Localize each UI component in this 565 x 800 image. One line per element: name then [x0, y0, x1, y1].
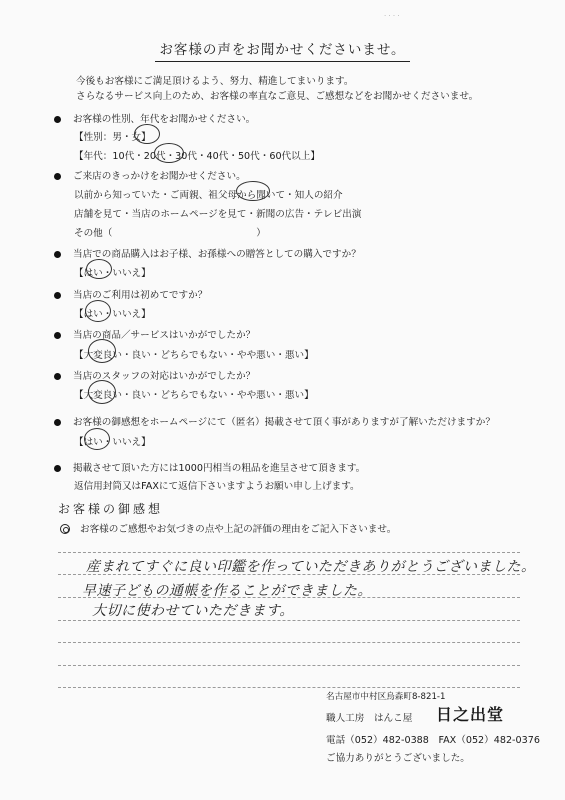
writing-line	[58, 687, 520, 688]
writing-line	[58, 620, 520, 621]
question-staff: 当店のスタッフの対応はいかがでしたか？	[54, 368, 255, 382]
notice-gift: 掲載させて頂いた方には1000円相当の粗品を進呈させて頂きます。	[54, 460, 365, 474]
answer-reason-line2: 店舗を見て・当店のホームページを見て・新聞の広告・テレビ出演	[74, 209, 362, 220]
shop-logo: 日之出堂	[436, 705, 505, 724]
shop-name: 職人工房 はんこ屋	[326, 713, 413, 724]
answer-first-visit: 【はい・いいえ】	[74, 309, 151, 320]
writing-line	[58, 665, 520, 666]
answer-publish-consent: 【はい・いいえ】	[74, 437, 151, 448]
answer-staff: 【大変良い・良い・どちらでもない・やや悪い・悪い】	[74, 390, 314, 401]
answer-reason-line1: 以前から知っていた・ご両親、祖父母から聞いて・知人の紹介	[74, 190, 343, 201]
answer-product: 【大変良い・良い・どちらでもない・やや悪い・悪い】	[74, 350, 314, 361]
handwritten-comment-line: 早速子どもの通帳を作ることができました。	[82, 583, 372, 599]
shop-address: 名古屋市中村区烏森町8-821-1	[326, 692, 446, 702]
thanks-message: ご協力ありがとうございました。	[326, 753, 470, 764]
bullet-icon	[54, 173, 61, 180]
intro-line: さらなるサービス向上のため、お客様の率直なご意見、ご感想などをお聞かせくださいませ。	[76, 91, 479, 102]
writing-line	[58, 552, 520, 553]
double-circle-icon	[60, 524, 70, 534]
answer-gender: 【性別：男・女】	[74, 132, 151, 143]
shop-phone-fax: 電話（052）482-0388 FAX（052）482-0376	[326, 735, 540, 746]
bullet-icon	[54, 251, 61, 258]
bullet-icon	[54, 332, 61, 339]
comments-title: お客様の御感想	[58, 502, 164, 516]
question-gift: 当店での商品購入はお子様、お孫様への贈答としての購入ですか？	[54, 246, 361, 260]
page-title: お客様の声をお聞かせくださいませ。	[0, 38, 565, 58]
bullet-icon	[54, 419, 61, 426]
handwritten-comment-line: 大切に使わせていただきます。	[92, 603, 294, 619]
notice-return: 返信用封筒又はFAXにて返信下さいますようお願い申し上げます。	[74, 481, 360, 492]
handwritten-comment-line: 産まれてすぐに良い印鑑を作っていただきありがとうございました。	[86, 559, 536, 575]
answer-gift: 【はい・いいえ】	[74, 268, 151, 279]
bullet-icon	[54, 373, 61, 380]
answer-reason-other: その他（ ）	[74, 228, 266, 239]
question-gender-age: お客様の性別、年代をお聞かせください。	[54, 111, 255, 125]
scan-specks: · · · ·	[384, 12, 400, 20]
bullet-icon	[54, 292, 61, 299]
bullet-icon	[54, 116, 61, 123]
comments-note: お客様のご感想やお気づきの点や上記の評価の理由をご記入下さいませ。	[60, 521, 396, 535]
question-visit-reason: ご来店のきっかけをお聞かせください。	[54, 168, 246, 182]
question-product: 当店の商品／サービスはいかがでしたか？	[54, 327, 255, 341]
writing-line	[58, 642, 520, 643]
bullet-icon	[54, 465, 61, 472]
intro-text	[76, 74, 478, 104]
question-first-visit: 当店のご利用は初めてですか？	[54, 287, 207, 301]
answer-age: 【年代：10代・20代・30代・40代・50代・60代以上】	[74, 151, 320, 162]
question-publish-consent: お客様の御感想をホームページにて（匿名）掲載させて頂く事がありますが了解いただけますか？	[54, 414, 495, 428]
intro-line: 今後もお客様にご満足頂けるよう、努力、精進してまいります。	[76, 76, 354, 87]
